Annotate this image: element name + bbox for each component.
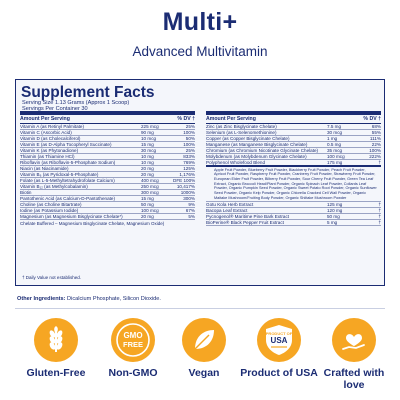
badge-label: Gluten-Free bbox=[26, 367, 86, 379]
nutrient-name: Zinc (as Zinc Bisglycinate Chelate) bbox=[206, 123, 277, 129]
wheat-icon bbox=[34, 318, 78, 362]
chelate-footnote: Chelate Buffered – Magnesium Bisglycinate Chelate, Magnesium Oxide) bbox=[20, 220, 165, 226]
badge-product-of-usa bbox=[240, 318, 318, 380]
badge-vegan bbox=[165, 318, 243, 380]
badge-label: Product of USA bbox=[240, 367, 318, 379]
nutrient-name: Niacin (as Niacinamide) bbox=[20, 165, 69, 171]
nutrient-amount: 125 mg bbox=[327, 202, 343, 208]
leaf-icon bbox=[182, 318, 226, 362]
svg-text:USA: USA bbox=[270, 336, 288, 345]
nutrient-dv: 769% bbox=[183, 159, 195, 165]
badge-non-gmo bbox=[94, 318, 172, 380]
nutrient-dv: 9% bbox=[188, 201, 195, 207]
nutrient-amount: 300 mcg bbox=[141, 189, 159, 195]
serving-size: Serving Size 1.13 Grams (Approx 1 Scoop) bbox=[22, 100, 130, 106]
divider bbox=[15, 308, 385, 309]
nutrient-amount: 20 mg bbox=[141, 213, 154, 219]
nutrient-name: Selenium (as L-Selenomethionine) bbox=[206, 129, 277, 135]
product-subtitle: Advanced Multivitamin bbox=[132, 44, 268, 59]
nutrient-amount: 50 mg bbox=[141, 201, 154, 207]
nutrient-amount: 120 mg bbox=[327, 208, 343, 214]
nutrient-dv: 300% bbox=[183, 195, 195, 201]
nutrient-amount: 100 mcg bbox=[327, 153, 345, 159]
usa-shield-icon bbox=[257, 318, 301, 362]
nutrient-name: Manganese (as Manganese Bisglycinate Chelate) bbox=[206, 141, 308, 147]
nutrient-name: Pantothenic Acid (as Calcium-D-Pantothenate) bbox=[20, 195, 115, 201]
daily-value-note: † Daily Value not established. bbox=[22, 275, 81, 280]
nutrient-name: Folate (as L-5-Methyltetrahydrofolate Calcium) bbox=[20, 177, 115, 183]
nutrient-amount: 30 mcg bbox=[141, 147, 157, 153]
facts-header-left bbox=[20, 115, 195, 124]
supplement-facts-heading: Supplement Facts bbox=[21, 84, 155, 101]
nutrient-name: Polyphenol Wholefood Blend bbox=[206, 159, 265, 165]
nutrient-name: Copper (as Copper Bisglycinate Chelate) bbox=[206, 135, 290, 141]
nutrient-amount: 90 mg bbox=[141, 129, 154, 135]
gmo-free-icon bbox=[111, 318, 155, 362]
nutrient-dv: 125% bbox=[183, 165, 195, 171]
nutrient-dv: 833% bbox=[183, 153, 195, 159]
nutrient-amount: 100 mcg bbox=[141, 207, 159, 213]
other-ingredients bbox=[17, 296, 161, 302]
badge-label: Crafted with love bbox=[323, 367, 385, 391]
other-ingredients-label: Other Ingredients: bbox=[17, 296, 66, 302]
nutrient-name: Iodine (as Potassium Iodide) bbox=[20, 207, 79, 213]
nutrient-amount: 20 mg bbox=[141, 165, 154, 171]
nutrient-dv: 1,176% bbox=[179, 171, 195, 177]
nutrient-amount: 10 mg bbox=[141, 159, 154, 165]
nutrient-amount: 250 mcg bbox=[141, 183, 159, 189]
nutrient-amount: 10 mcg bbox=[141, 135, 157, 141]
product-title: Multi+ bbox=[162, 8, 238, 36]
nutrient-dv: † bbox=[378, 202, 381, 208]
amount-per-serving-label: Amount Per Serving bbox=[206, 115, 256, 122]
nutrient-dv: 55% bbox=[371, 129, 381, 135]
nutrient-name: Chromium (as Chromium Nicotinate Glycinate Chelate) bbox=[206, 147, 319, 153]
nutrient-dv: 5% bbox=[188, 213, 195, 219]
free-badge-text: FREE bbox=[122, 340, 144, 349]
nutrient-amount: 30 mcg bbox=[327, 129, 343, 135]
nutrient-name: Bacopa Leaf Extract bbox=[206, 208, 248, 214]
badge-label: Vegan bbox=[188, 367, 220, 379]
nutrient-amount: 15 mg bbox=[141, 195, 154, 201]
badge-label: Non-GMO bbox=[108, 367, 158, 379]
amount-per-serving-label: Amount Per Serving bbox=[20, 115, 70, 122]
nutrient-amount: 35 mcg bbox=[327, 147, 343, 153]
nutrient-dv: 22% bbox=[371, 141, 381, 147]
nutrient-name: Vitamin B₆ (as Pyridoxal-5-Phosphate) bbox=[20, 171, 99, 177]
nutrient-dv: 222% bbox=[369, 153, 381, 159]
nutrient-dv: 25% bbox=[185, 123, 195, 129]
table-row bbox=[206, 220, 381, 226]
nutrient-dv: † bbox=[378, 214, 381, 220]
nutrient-name: BioPerine® Black Pepper Fruit Extract bbox=[206, 220, 284, 226]
facts-column-left bbox=[20, 111, 195, 226]
other-ingredients-text: Dicalcium Phosphate, Silicon Dioxide. bbox=[67, 296, 161, 302]
badge-crafted-with-love bbox=[315, 318, 393, 391]
nutrient-amount: 0.5 mg bbox=[327, 141, 342, 147]
nutrient-name: Vitamin E (as D-Alpha Tocopheryl Succinate) bbox=[20, 141, 112, 147]
nutrient-amount: 50 mg bbox=[327, 214, 340, 220]
nutrient-amount: 15 mg bbox=[141, 141, 154, 147]
nutrient-dv: 67% bbox=[185, 207, 195, 213]
facts-header-right bbox=[206, 115, 381, 124]
heart-hand-icon bbox=[332, 318, 376, 362]
nutrient-name: Vitamin C (Ascorbic Acid) bbox=[20, 129, 72, 135]
nutrient-dv: † bbox=[378, 159, 381, 165]
dv-label: % DV † bbox=[177, 115, 195, 122]
nutrient-dv: 100% bbox=[183, 129, 195, 135]
nutrient-name: Gotu Kola Herb Extract bbox=[206, 202, 254, 208]
nutrient-name: Magnesium (as Magnesium Bisglycinate Chelate*) bbox=[20, 213, 123, 219]
nutrient-name: Molybdenum (as Molybdenum Glycinate Chelate) bbox=[206, 153, 307, 159]
nutrient-dv: 100% bbox=[183, 141, 195, 147]
dv-label: % DV † bbox=[363, 115, 381, 122]
servings-per-container: Servings Per Container 30 bbox=[22, 106, 88, 112]
nutrient-dv: 50% bbox=[185, 135, 195, 141]
nutrient-name: Vitamin D (as Cholecalciferol) bbox=[20, 135, 81, 141]
nutrient-dv: 111% bbox=[369, 135, 381, 141]
nutrient-dv: † bbox=[378, 220, 381, 226]
gmo-badge-text: GMO bbox=[123, 331, 143, 340]
nutrient-dv: 25% bbox=[185, 147, 195, 153]
supplement-facts-panel bbox=[15, 79, 385, 286]
nutrient-name: Vitamin A (as Retinyl Palmitate) bbox=[20, 123, 84, 129]
facts-column-right bbox=[206, 111, 381, 226]
nutrient-amount: 7.5 mg bbox=[327, 123, 342, 129]
svg-text:PRODUCT OF: PRODUCT OF bbox=[265, 331, 293, 336]
nutrient-dv: 10,417% bbox=[176, 183, 195, 189]
nutrient-amount: 175 mg bbox=[327, 159, 343, 165]
nutrient-amount: 1 mg bbox=[327, 135, 338, 141]
nutrient-name: Choline (as Choline Bitartrate) bbox=[20, 201, 82, 207]
nutrient-name: Biotin bbox=[20, 189, 32, 195]
nutrient-amount: 20 mg bbox=[141, 171, 154, 177]
nutrient-dv: DFE 100% bbox=[173, 177, 196, 183]
nutrient-dv: 68% bbox=[371, 123, 381, 129]
nutrient-name: Vitamin K (as Phytonadione) bbox=[20, 147, 79, 153]
nutrient-name: Thiamin (as Thiamine HCl) bbox=[20, 153, 75, 159]
nutrient-dv: 1000% bbox=[180, 189, 195, 195]
nutrient-name: Pycnogenol® Maritime Pine Bark Extract bbox=[206, 214, 290, 220]
nutrient-amount: 225 mcg bbox=[141, 123, 159, 129]
nutrient-dv: † bbox=[378, 208, 381, 214]
blend-ingredients: Apple Fruit Powder, Blueberry Fruit Powder, Blackberry Fruit Powder, Peach Fruit Powder, Apricot Fruit Powder, Raspberry Fruit Powder, Cranberry Fruit Powder, Strawberry Fruit Powder, European Elder Fruit Powder, Bilberry Fruit Powder, Sour Cherry Fruit Powder, Green Tea Leaf Extract, Organic Broccoli Head/Plant Powder, Organic Spinach Leaf Powder, Collards Leaf Powder, Organic Pumpkin Seed Powder, Organic Sweet Potato Root Powder, Organic Sunflower Seed Powder, Organic Kelp Powder, Organic Chlorella Cracked Cell Wall Powder, Organic Maitake Mushroom/Fruiting Body Powder, Organic Shiitake Mushroom Powder bbox=[206, 167, 381, 203]
nutrient-name: Vitamin B₁₂ (as Methylcobalamin) bbox=[20, 183, 88, 189]
nutrient-name: Riboflavin (as Riboflavin-5-Phosphate Sodium) bbox=[20, 159, 116, 165]
nutrient-amount: 10 mg bbox=[141, 153, 154, 159]
nutrient-amount: 400 mcg bbox=[141, 177, 159, 183]
nutrient-dv: 100% bbox=[369, 147, 381, 153]
table-row bbox=[206, 160, 381, 167]
badge-gluten-free bbox=[17, 318, 95, 380]
nutrient-amount: 5 mg bbox=[327, 220, 338, 226]
badges-row bbox=[0, 318, 400, 400]
